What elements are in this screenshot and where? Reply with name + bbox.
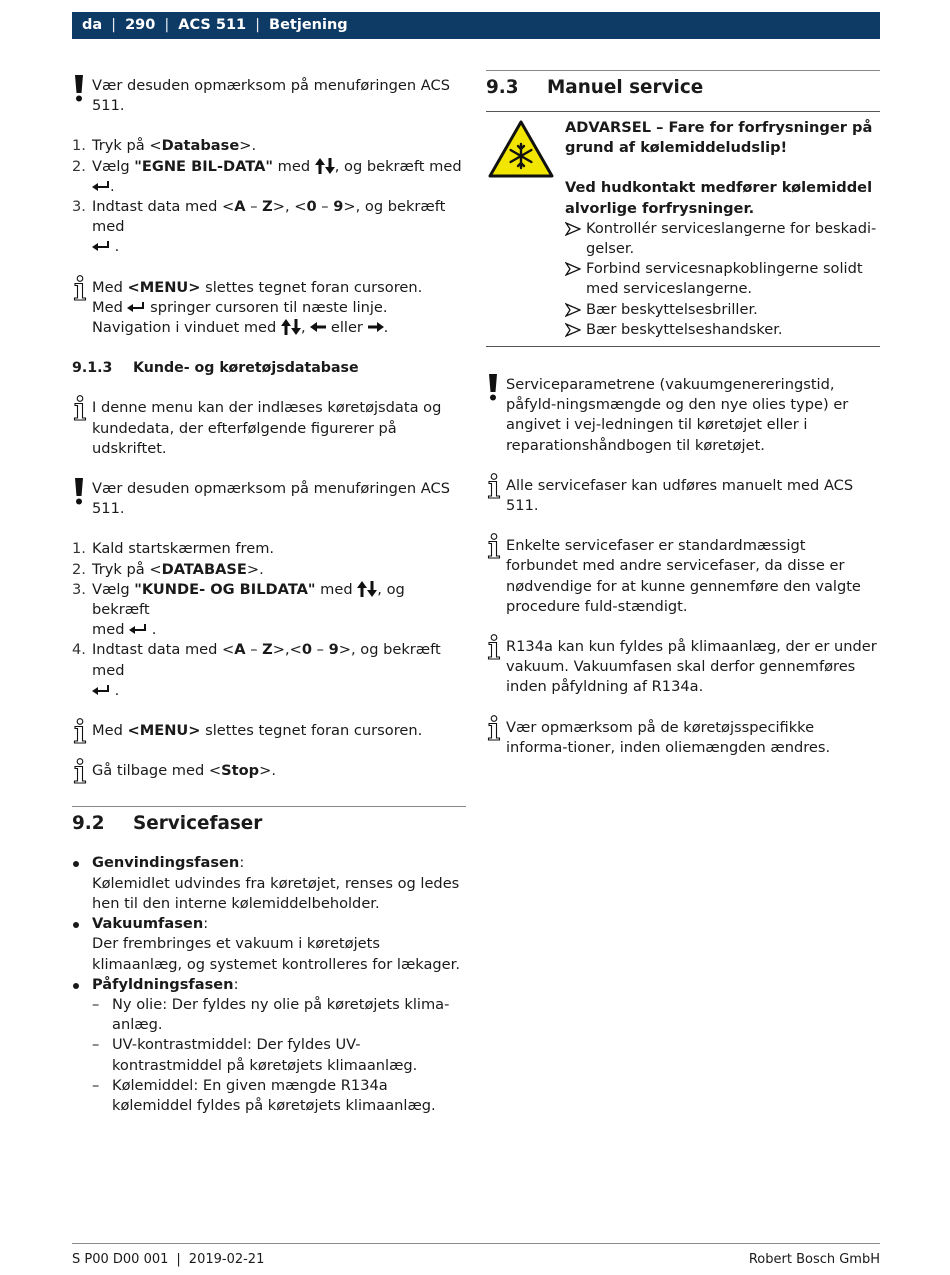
info-icon (72, 758, 88, 784)
header-language: da (82, 17, 103, 34)
info-icon (486, 533, 502, 559)
left-column (72, 70, 466, 1116)
list-item: Påfyldningsfasen: – Ny olie: Der fyldes ny olie på køretøjets klima-anlæg. – UV-kontrastmiddel: Der fyldes UV-kontrastmiddel på køretøjets klimaanlæg. – Kølemiddel: En given mængde R134a kølemiddel fyldes på køretøjets klimaanlæg. (72, 975, 466, 1116)
arrow-up-icon (315, 158, 325, 174)
arrow-left-icon (310, 322, 326, 332)
arrow-right-icon (368, 322, 384, 332)
info-icon (486, 715, 502, 741)
info-note: R134a kan kun fyldes på klimaanlæg, der er under vakuum. Vakuumfasen skal derfor gennemføres inden påfyldning af R134a. (486, 637, 880, 698)
sub-list (92, 995, 466, 1116)
arrow-up-icon (281, 319, 291, 335)
return-key-icon (92, 180, 110, 192)
arrow-down-icon (291, 319, 301, 335)
section-title: 9.3 Manuel service (486, 77, 704, 98)
header-separator: | (111, 17, 117, 34)
list-item: Forbind servicesnapkoblingerne solidt med serviceslangerne. (565, 259, 880, 299)
list-item: 4. Indtast data med <A – Z>,<0 – 9>, og bekræft med . (72, 641, 441, 699)
info-note: Med <MENU> slettes tegnet foran cursoren. (72, 721, 466, 741)
header-section: Betjening (269, 17, 348, 34)
info-note: I denne menu kan der indlæses køretøjsdata og kundedata, der efterfølgende figurerer på udskriftet. (72, 398, 466, 459)
footer-document-number: S P00 D00 001 (72, 1252, 169, 1267)
info-note: Med <MENU> slettes tegnet foran cursoren. Med springer cursoren til næste linje. Navigation i vinduet med , eller . (72, 278, 466, 339)
chevron-right-icon (565, 219, 581, 239)
info-icon (72, 275, 88, 301)
page-footer (72, 1243, 880, 1267)
warning-note: Serviceparametrene (vakuumgenereringstid, påfyld-ningsmængde og den nye olies type) er angivet i vej-ledningen til køretøjet eller i reparationshåndbogen til køretøjet. (486, 375, 880, 456)
list-item: 1. Kald startskærmen frem. (72, 540, 275, 558)
section-heading (486, 70, 880, 101)
list-item: – Ny olie: Der fyldes ny olie på køretøjets klima-anlæg. (92, 995, 450, 1034)
header-page-number: 290 (125, 17, 156, 34)
right-column (486, 70, 880, 758)
list-item: 2. Vælg "EGNE BIL-DATA" med , og bekræft med . (72, 157, 462, 195)
service-phase-list (72, 853, 466, 1116)
warning-title: ADVARSEL – Fare for forfrysninger på grund af kølemiddeludslip! (565, 119, 873, 157)
warning-subtitle: Ved hudkontakt medfører kølemiddel alvorlige forfrysninger. (565, 179, 873, 217)
page-header (72, 12, 880, 39)
arrow-down-icon (325, 158, 335, 174)
info-icon (72, 718, 88, 744)
chevron-right-icon (565, 259, 581, 279)
list-item: Kontrollér serviceslangerne for beskadi-gelser. (565, 219, 880, 259)
subsection-heading: 9.1.3 Kunde- og køretøjsdatabase (72, 360, 359, 377)
warning-note: Vær desuden opmærksom på menuføringen ACS 511. (72, 479, 466, 519)
footer-company: Robert Bosch GmbH (748, 1252, 880, 1267)
exclamation-icon (486, 374, 500, 402)
bullet (73, 861, 79, 867)
list-item: – Kølemiddel: En given mængde R134a kølemiddel fyldes på køretøjets klimaanlæg. (92, 1076, 436, 1114)
list-item: Bær beskyttelsesbriller. (565, 300, 880, 320)
info-icon (486, 634, 502, 660)
warning-action-list (565, 219, 880, 340)
return-key-icon (92, 240, 110, 252)
list-item: 3. Indtast data med <A – Z>, <0 – 9>, og bekræft med . (72, 198, 446, 256)
info-note: Alle servicefaser kan udføres manuelt med ACS 511. (486, 476, 880, 516)
list-item: 3. Vælg "KUNDE- OG BILDATA" med , og bekræft med . (72, 580, 405, 639)
list-item: Bær beskyttelseshandsker. (565, 320, 880, 340)
info-note: Gå tilbage med <Stop>. (72, 761, 466, 781)
bullet (73, 983, 79, 989)
info-icon (72, 395, 88, 421)
bullet (73, 922, 79, 928)
exclamation-icon (72, 478, 86, 506)
return-key-icon (129, 623, 147, 635)
arrow-down-icon (367, 581, 377, 597)
chevron-right-icon (565, 320, 581, 340)
exclamation-icon (72, 75, 86, 103)
list-item: 2. Tryk på <DATABASE>. (72, 560, 264, 578)
header-product: ACS 511 (178, 17, 247, 34)
freezing-hazard-warning-icon (488, 120, 554, 178)
chevron-right-icon (565, 300, 581, 320)
info-icon (486, 473, 502, 499)
header-separator: | (255, 17, 261, 34)
list-item: 1. Tryk på <Database>. (72, 137, 257, 155)
warning-box (486, 111, 880, 347)
step-list (72, 136, 466, 257)
section-heading (72, 806, 466, 837)
arrow-up-icon (357, 581, 367, 597)
list-item: Vakuumfasen: Der frembringes et vakuum i køretøjets klimaanlæg, og systemet kontrolleres for lækager. (72, 914, 466, 975)
footer-date: 2019-02-21 (188, 1252, 265, 1267)
section-title: 9.2 Servicefaser (72, 813, 263, 835)
info-note: Enkelte servicefaser er standardmæssigt forbundet med andre servicefaser, da disse er nødvendige for at kunne gennemføre den valgte procedure fuld-stændigt. (486, 536, 880, 617)
header-separator: | (164, 17, 170, 34)
info-note: Vær opmærksom på de køretøjsspecifikke informa-tioner, inden oliemængden ændres. (486, 718, 880, 758)
list-item: – UV-kontrastmiddel: Der fyldes UV-kontrastmiddel på køretøjets klimaanlæg. (92, 1036, 418, 1074)
warning-note: Vær desuden opmærksom på menuføringen ACS 511. (72, 76, 466, 116)
return-key-icon (92, 684, 110, 696)
step-list (72, 539, 466, 701)
return-key-icon (127, 301, 145, 313)
list-item: Genvindingsfasen: Kølemidlet udvindes fra køretøjet, renses og ledes hen til den interne kølemiddelbeholder. (72, 853, 466, 914)
footer-separator: | (176, 1252, 181, 1267)
